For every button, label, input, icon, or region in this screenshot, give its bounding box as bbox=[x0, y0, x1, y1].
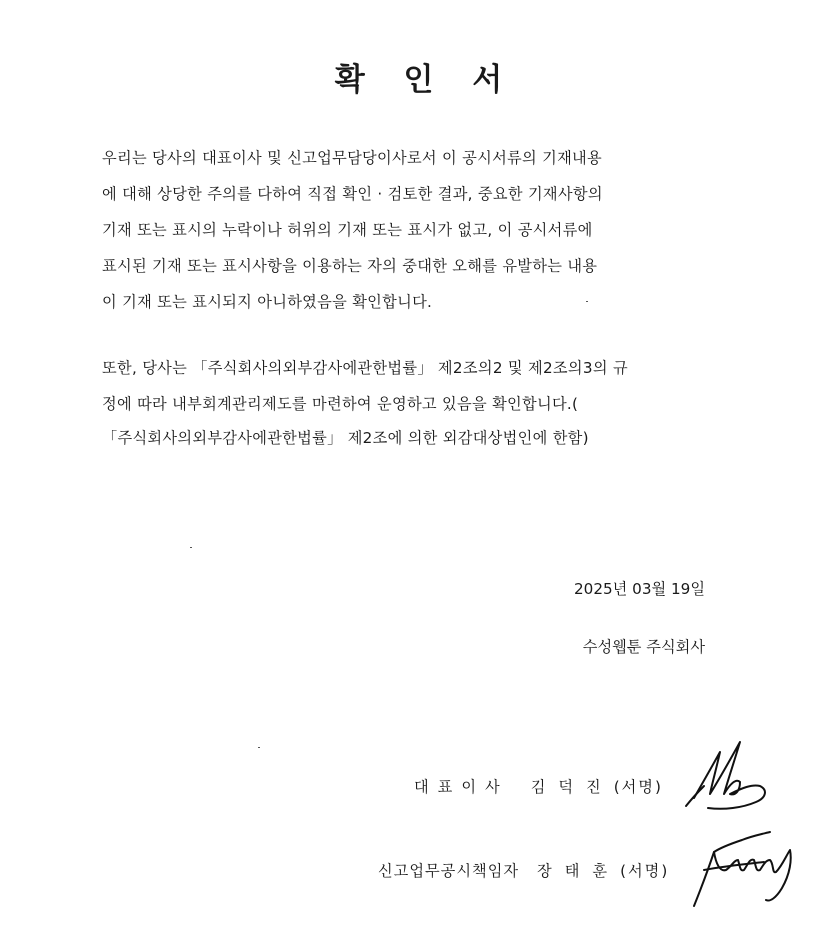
scan-speck bbox=[258, 747, 260, 748]
scan-speck bbox=[586, 301, 588, 302]
paragraph-line: 표시된 기재 또는 표시사항을 이용하는 자의 중대한 오해를 유발하는 내용 bbox=[102, 257, 598, 275]
paragraph-line: 에 대해 상당한 주의를 다하여 직접 확인 · 검토한 결과, 중요한 기재사항의 bbox=[102, 185, 603, 203]
paragraph-line: 우리는 당사의 대표이사 및 신고업무담당이사로서 이 공시서류의 기재내용 bbox=[102, 149, 602, 167]
paragraph-line: 정에 따라 내부회계관리제도를 마련하여 운영하고 있음을 확인합니다.( bbox=[102, 395, 579, 413]
signer-name: 장태훈 bbox=[537, 862, 621, 880]
document-date: 2025년 03월 19일 bbox=[574, 580, 705, 598]
signature-mark: (서명) bbox=[613, 778, 663, 796]
signer-name: 김덕진 bbox=[530, 778, 614, 796]
confirmation-paragraph bbox=[102, 148, 742, 318]
signature-mark: (서명) bbox=[620, 862, 670, 880]
document-title: 확 인 서 bbox=[334, 62, 517, 98]
company-name: 수성웹툰 주식회사 bbox=[582, 638, 705, 656]
paragraph-line: 「주식회사의외부감사에관한법률」 제2조에 의한 외감대상법인에 한함) bbox=[102, 429, 589, 447]
internal-control-paragraph bbox=[102, 358, 742, 458]
paragraph-line: 또한, 당사는 「주식회사의외부감사에관한법률」 제2조의2 및 제2조의3의 규 bbox=[102, 359, 628, 377]
signer-title: 대표이사 bbox=[414, 778, 509, 796]
ceo-signature-image bbox=[680, 736, 780, 826]
signer-row-disclosure bbox=[378, 861, 669, 881]
scan-speck bbox=[190, 547, 192, 548]
disclosure-officer-signature-image bbox=[686, 830, 816, 914]
signer-row-ceo bbox=[414, 777, 663, 797]
paragraph-line: 기재 또는 표시의 누락이나 허위의 기재 또는 표시가 없고, 이 공시서류에 bbox=[102, 221, 593, 239]
paragraph-line: 이 기재 또는 표시되지 아니하였음을 확인합니다. bbox=[102, 293, 433, 311]
signer-title: 신고업무공시책임자 bbox=[378, 862, 520, 880]
